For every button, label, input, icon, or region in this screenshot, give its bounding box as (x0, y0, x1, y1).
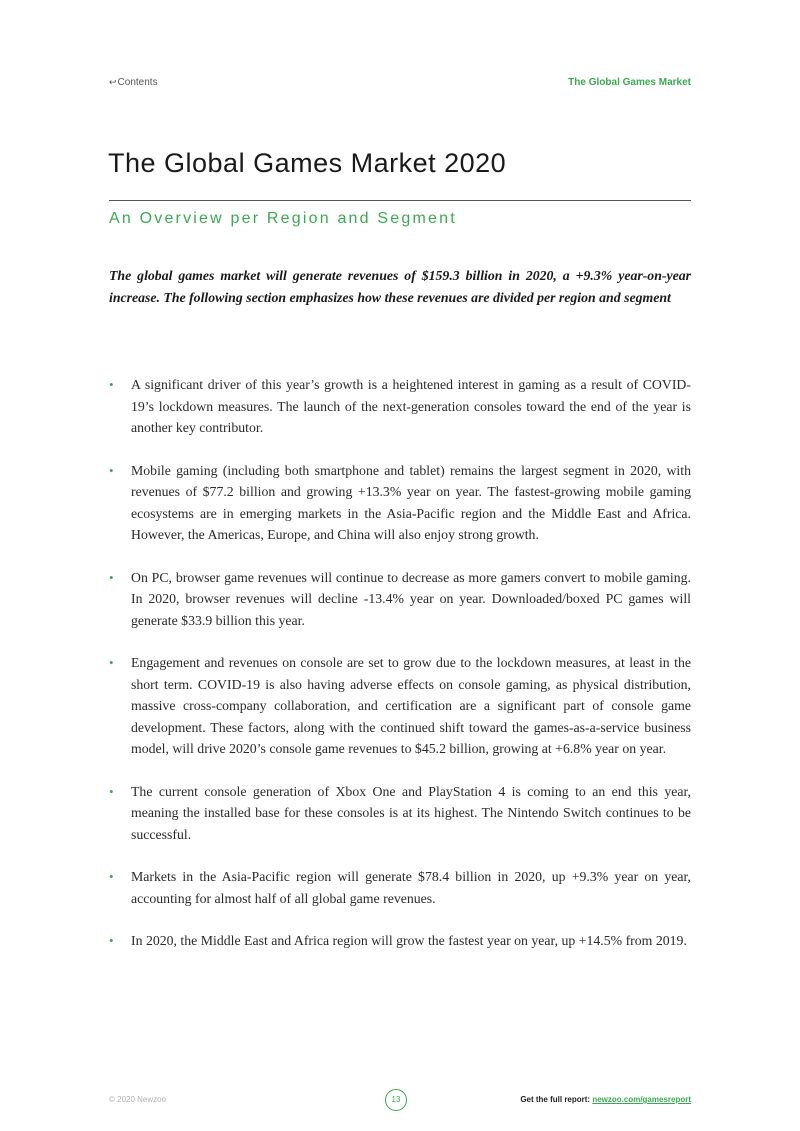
title-divider (109, 200, 691, 201)
bullet-icon: • (109, 569, 114, 585)
top-bar (109, 77, 691, 91)
bullet-text: Markets in the Asia-Pacific region will generate $78.4 billion in 2020, up +9.3% year on year, accounting for almost half of all global game revenues. (131, 869, 691, 906)
bullet-icon: • (109, 933, 114, 948)
bullet-item (109, 374, 691, 439)
bullet-item (109, 781, 691, 846)
report-cta (520, 1095, 691, 1104)
bullet-text: Engagement and revenues on console are set to grow due to the lockdown measures, at least in the short term. COVID-19 is also having adverse effects on console gaming, as physical distribution, massive cross-company collaboration, and certification are a significant part of console game development. These factors, along with the continued shift toward the games-as-a-service business model, will drive 2020’s console game revenues to $45.2 billion, growing at +6.8% year on year. (131, 655, 691, 756)
bullet-text: The current console generation of Xbox One and PlayStation 4 is coming to an end this year, meaning the installed base for these consoles is at its highest. The Nintendo Switch continues to be successful. (131, 783, 691, 842)
bullet-text: In 2020, the Middle East and Africa region will grow the fastest year on year, up +14.5% from 2019. (131, 933, 687, 948)
bullet-text: Mobile gaming (including both smartphone and tablet) remains the largest segment in 2020, with revenues of $77.2 billion and growing +13.3% year on year. The fastest-growing mobile gaming ecosystems are in emerging markets in the Asia-Pacific region and the Middle East and Africa. However, the Americas, Europe, and China will also enjoy strong growth. (131, 462, 691, 542)
contents-link-label: Contents (117, 77, 158, 88)
page-title: The Global Games Market 2020 (108, 148, 507, 178)
bullet-icon: • (109, 869, 114, 884)
bullet-icon: • (109, 655, 114, 670)
footer (109, 1089, 691, 1113)
back-arrow-icon: ↩ (109, 77, 117, 87)
bullet-icon: • (109, 462, 114, 478)
page-subtitle: An Overview per Region and Segment (109, 210, 457, 227)
page-number: 13 (385, 1089, 407, 1111)
bullet-item (109, 567, 691, 632)
bullet-item (109, 460, 691, 546)
bullet-item (109, 652, 691, 760)
bullet-text: A significant driver of this year’s growth is a heightened interest in gaming as a result of COVID-19’s lockdown measures. The launch of the next-generation consoles toward the end of the year is another key contributor. (131, 377, 691, 435)
report-label: Get the full report: (520, 1095, 593, 1104)
bullet-list (109, 374, 691, 973)
copyright: © 2020 Newzoo (109, 1095, 167, 1104)
bullet-item (109, 930, 691, 952)
contents-link[interactable] (109, 77, 158, 88)
bullet-item (109, 866, 691, 909)
bullet-text: On PC, browser game revenues will continue to decrease as more gamers convert to mobile gaming. In 2020, browser revenues will decline -13.4% year on year. Downloaded/boxed PC games will generate $33.9 billion this year. (131, 569, 691, 628)
section-label: The Global Games Market (568, 77, 691, 88)
bullet-icon: • (109, 377, 114, 392)
bullet-icon: • (109, 783, 114, 799)
intro-paragraph: The global games market will generate revenues of $159.3 billion in 2020, a +9.3% year-on-year increase. The following section emphasizes how these revenues are divided per region and segment (109, 268, 691, 305)
report-link[interactable]: newzoo.com/gamesreport (592, 1095, 691, 1104)
